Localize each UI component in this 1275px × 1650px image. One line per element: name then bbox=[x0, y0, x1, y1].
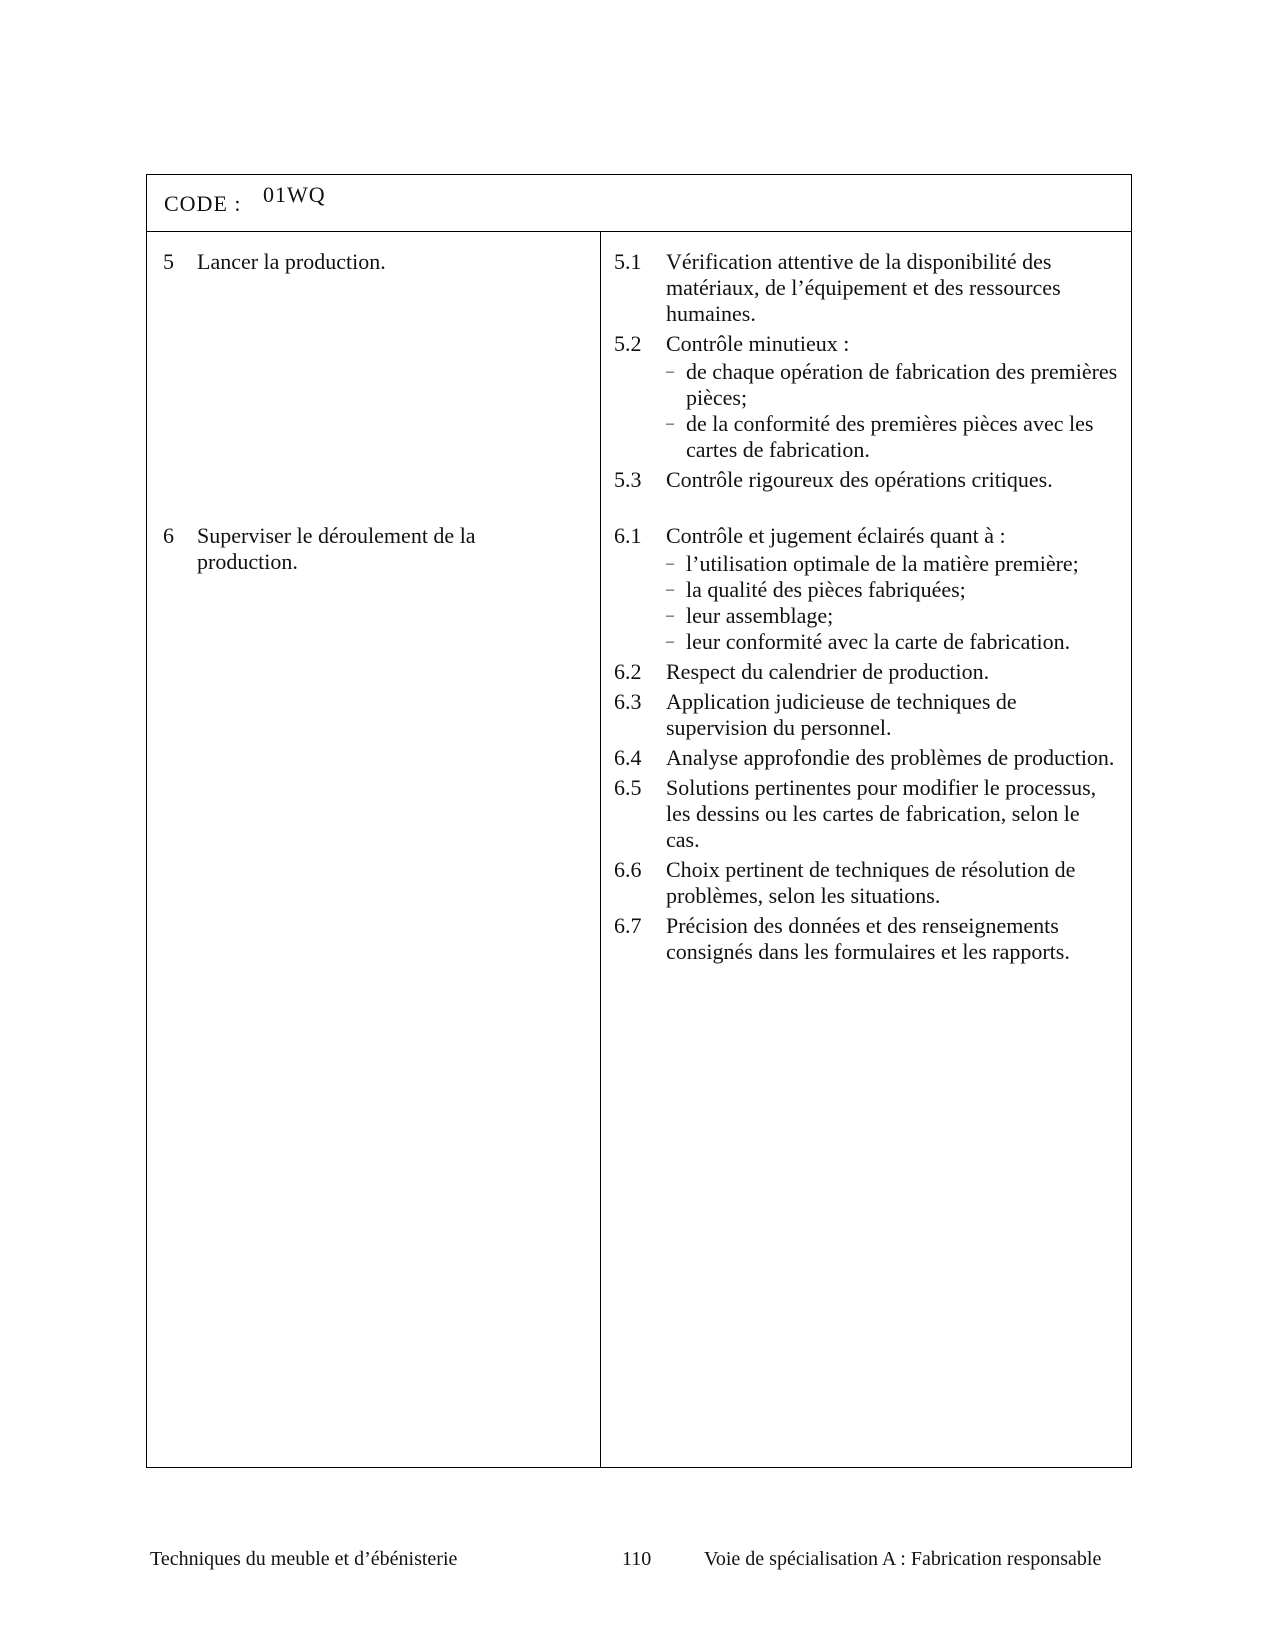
criterion-6-4 bbox=[602, 745, 1131, 771]
criterion-subitems bbox=[666, 359, 1131, 463]
criterion-6-6 bbox=[602, 857, 1131, 909]
dash-bullet: – bbox=[666, 555, 674, 572]
criterion-text: Application judicieuse de techniques de supervision du personnel. bbox=[666, 689, 1017, 740]
subitem: – de la conformité des premières pièces avec les cartes de fabrication. bbox=[666, 411, 1094, 462]
criterion-number: 6.5 bbox=[614, 775, 642, 800]
element-text: Lancer la production. bbox=[197, 249, 386, 274]
criterion-text: Analyse approfondie des problèmes de production. bbox=[666, 745, 1115, 770]
code-label: CODE : bbox=[164, 191, 242, 216]
column-divider bbox=[600, 231, 601, 1467]
code-header-row bbox=[147, 175, 1131, 232]
criterion-number: 5.3 bbox=[614, 467, 642, 492]
criterion-number: 6.6 bbox=[614, 857, 642, 882]
criterion-6-3 bbox=[602, 689, 1131, 741]
criterion-text: Contrôle minutieux : bbox=[666, 331, 850, 356]
dash-bullet: – bbox=[666, 633, 674, 650]
competency-table bbox=[146, 174, 1132, 1468]
footer-specialization: Voie de spécialisation A : Fabrication responsable bbox=[704, 1548, 1102, 1570]
criterion-number: 5.2 bbox=[614, 331, 642, 356]
criterion-text: Vérification attentive de la disponibilité des matériaux, de l’équipement et des ressources humaines. bbox=[666, 249, 1061, 326]
criterion-6-1 bbox=[602, 523, 1131, 655]
element-text: Superviser le déroulement de la production. bbox=[197, 523, 476, 574]
criterion-number: 6.7 bbox=[614, 913, 642, 938]
element-number: 5 bbox=[163, 249, 174, 274]
criterion-number: 5.1 bbox=[614, 249, 642, 274]
dash-bullet: – bbox=[666, 363, 674, 380]
criterion-number: 6.4 bbox=[614, 745, 642, 770]
criteria-group-6 bbox=[602, 523, 1131, 969]
criterion-text: Précision des données et des renseignements consignés dans les formulaires et les rapports. bbox=[666, 913, 1070, 964]
criterion-number: 6.1 bbox=[614, 523, 642, 548]
criterion-text: Respect du calendrier de production. bbox=[666, 659, 990, 684]
element-number: 6 bbox=[163, 523, 174, 548]
dash-bullet: – bbox=[666, 581, 674, 598]
criterion-5-1 bbox=[602, 249, 1131, 327]
criterion-text: Solutions pertinentes pour modifier le processus, les dessins ou les cartes de fabrication, selon le cas. bbox=[666, 775, 1097, 852]
dash-bullet: – bbox=[666, 607, 674, 624]
criterion-number: 6.2 bbox=[614, 659, 642, 684]
subitem: – leur conformité avec la carte de fabrication. bbox=[666, 629, 1071, 654]
dash-bullet: – bbox=[666, 415, 674, 432]
criterion-6-5 bbox=[602, 775, 1131, 853]
criterion-text: Contrôle et jugement éclairés quant à : bbox=[666, 523, 1006, 548]
criterion-number: 6.3 bbox=[614, 689, 642, 714]
subitem: – leur assemblage; bbox=[666, 603, 834, 628]
criterion-6-2 bbox=[602, 659, 1131, 685]
footer-page-number: 110 bbox=[622, 1548, 652, 1570]
criterion-5-3 bbox=[602, 467, 1131, 493]
subitem: – la qualité des pièces fabriquées; bbox=[666, 577, 966, 602]
criterion-text: Choix pertinent de techniques de résolution de problèmes, selon les situations. bbox=[666, 857, 1076, 908]
criterion-subitems bbox=[666, 551, 1131, 655]
criterion-text: Contrôle rigoureux des opérations critiques. bbox=[666, 467, 1053, 492]
criterion-6-7 bbox=[602, 913, 1131, 965]
criteria-group-5 bbox=[602, 249, 1131, 497]
subitem: – de chaque opération de fabrication des premières pièces; bbox=[666, 359, 1118, 410]
subitem: – l’utilisation optimale de la matière première; bbox=[666, 551, 1079, 576]
footer-program-title: Techniques du meuble et d’ébénisterie bbox=[150, 1548, 458, 1570]
code-value: 01WQ bbox=[263, 182, 326, 207]
criterion-5-2 bbox=[602, 331, 1131, 463]
